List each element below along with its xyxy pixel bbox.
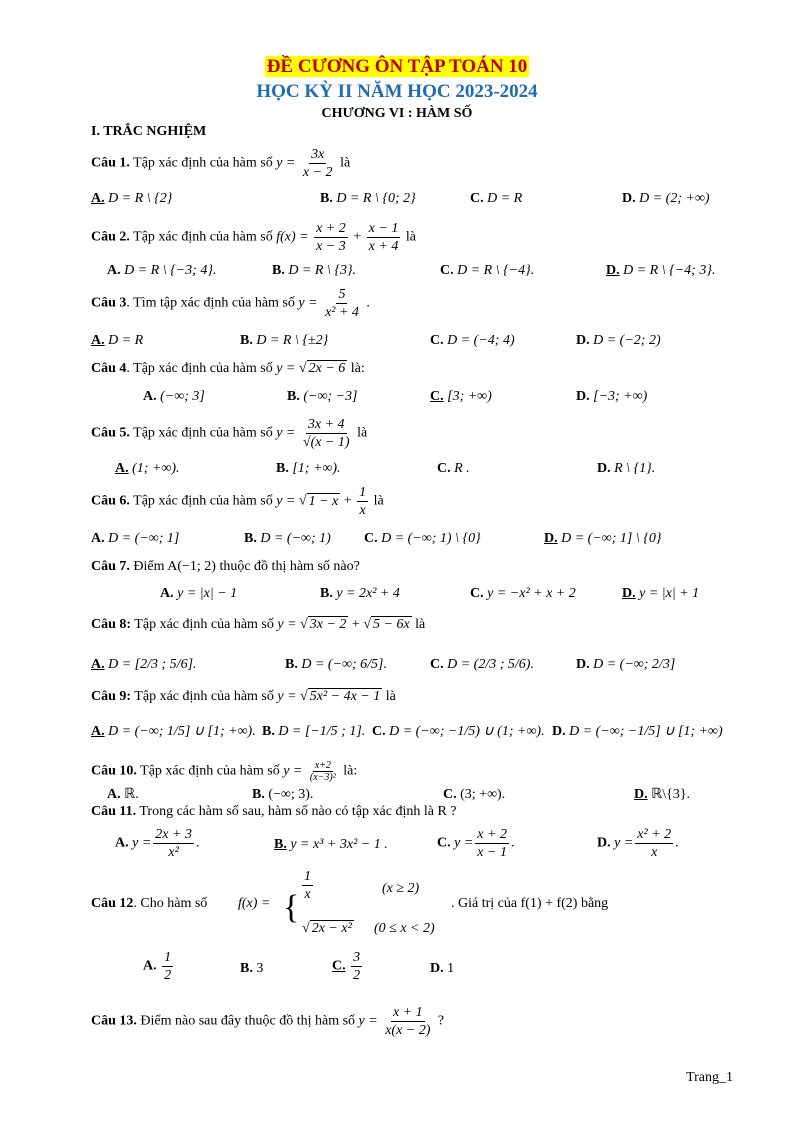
q12-tail: . Giá trị của f(1) + f(2) bằng xyxy=(451,896,609,911)
q9-option-a: A. D = (−∞; 1/5] ∪ [1; +∞). xyxy=(91,724,256,739)
question-6: Câu 6. Tập xác định của hàm số y = √ 1 − x + $\frac{1}{x}$ là xyxy=(91,485,384,518)
q3-option-d: D. D = (−2; 2) xyxy=(576,333,661,348)
q5-option-c: C. R . xyxy=(437,461,470,476)
q8-option-c: C. D = (2/3 ; 5/6). xyxy=(430,657,534,672)
q9-option-b: B. D = [−1/5 ; 1]. xyxy=(262,724,366,739)
q6-option-d: D. D = (−∞; 1] \ {0} xyxy=(544,531,662,546)
page-number: Trang_1 xyxy=(686,1070,733,1085)
q12-option-b: B. 3 xyxy=(240,961,264,976)
question-4: Câu 4. Tập xác định của hàm số y = √ 2x − 6 là: xyxy=(91,361,365,376)
q12-option-d: D. 1 xyxy=(430,961,455,976)
q12-function-lhs: f(x) = xyxy=(238,896,271,911)
question-5: Câu 5. Tập xác định của hàm số y = $\frac{3x + 4}{√(x - 1)}$ là xyxy=(91,417,368,450)
q6-option-b: B. D = (−∞; 1) xyxy=(244,531,331,546)
q2-option-c: C. D = R \ {−4}. xyxy=(440,263,535,278)
q11-option-a: A. y = $\frac{2x + 3}{\text{x²}}$ . xyxy=(115,827,200,860)
q1-option-c: C. D = R xyxy=(470,191,523,206)
q2-option-a: A. D = R \ {−3; 4}. xyxy=(107,263,217,278)
q4-option-a: A. (−∞; 3] xyxy=(143,389,205,404)
q1-option-b: B. D = R \ {0; 2} xyxy=(320,191,416,206)
q12-cond-2: (0 ≤ x < 2) xyxy=(374,921,435,936)
q12-option-a: A. $\frac{1}{2}$ xyxy=(143,950,172,983)
q5-option-b: B. [1; +∞). xyxy=(276,461,341,476)
q9-option-d: D. D = (−∞; −1/5] ∪ [1; +∞) xyxy=(552,724,723,739)
q7-option-b: B. y = 2x² + 4 xyxy=(320,586,400,601)
q9-option-c: C. D = (−∞; −1/5) ∪ (1; +∞). xyxy=(372,724,545,739)
question-9: Câu 9: Tập xác định của hàm số y = √ 5x² − 4x − 1 là xyxy=(91,689,396,704)
question-13: Câu 13. Điểm nào sau đây thuộc đồ thị hàm số y = $\frac{x + 1}{x(x - 2)}$ ? xyxy=(91,1005,445,1038)
q4-option-b: B. (−∞; −3] xyxy=(287,389,358,404)
q10-option-d: D. ℝ\{3}. xyxy=(634,787,691,802)
q10-option-b: B. (−∞; 3). xyxy=(252,787,314,802)
q3-option-b: B. D = R \ {±2} xyxy=(240,333,329,348)
q2-option-d: D. D = R \ {−4; 3}. xyxy=(606,263,716,278)
q6-option-a: A. D = (−∞; 1] xyxy=(91,531,180,546)
question-1: Câu 1. Tập xác định của hàm số y = $\frac{3x}{x - 2}$ là xyxy=(91,147,351,180)
chapter-title: CHƯƠNG VI : HÀM SỐ xyxy=(321,106,473,121)
q12-cond-1: (x ≥ 2) xyxy=(382,881,420,896)
document-subtitle: HỌC KỲ II NĂM HỌC 2023-2024 xyxy=(256,81,538,102)
q1-option-a: A. D = R \ {2} xyxy=(91,191,173,206)
question-12: Câu 12. Cho hàm số xyxy=(91,896,208,911)
q1-option-d: D. D = (2; +∞) xyxy=(622,191,710,206)
q10-option-a: A. ℝ. xyxy=(107,787,139,802)
q4-option-d: D. [−3; +∞) xyxy=(576,389,648,404)
q11-option-d: D. y = $\frac{\text{x² + 2}}{x}$ . xyxy=(597,827,679,860)
q3-option-c: C. D = (−4; 4) xyxy=(430,333,515,348)
question-10: Câu 10. Tập xác định của hàm số y = $\frac{x+2}{\text{(x−3)²}}$ là: xyxy=(91,760,358,783)
document-title: ĐỀ CƯƠNG ÔN TẬP TOÁN 10 xyxy=(266,56,528,77)
question-7: Câu 7. Điểm A(−1; 2) thuộc đồ thị hàm số nào? xyxy=(91,559,360,574)
q8-option-d: D. D = (−∞; 2/3] xyxy=(576,657,676,672)
q3-option-a: A. D = R xyxy=(91,333,144,348)
question-11: Câu 11. Trong các hàm số sau, hàm số nào có tập xác định là R ? xyxy=(91,804,457,819)
q7-option-a: A. y = |x| − 1 xyxy=(160,586,238,601)
q7-option-d: D. y = |x| + 1 xyxy=(622,586,700,601)
q5-option-a: A. (1; +∞). xyxy=(115,461,180,476)
q12-brace: { xyxy=(283,889,300,926)
q10-option-c: C. (3; +∞). xyxy=(443,787,506,802)
q5-option-d: D. R \ {1}. xyxy=(597,461,656,476)
question-2: Câu 2. Tập xác định của hàm số f(x) = $\frac{x + 2}{x - 3}$ + $\frac{x - 1}{x + 4}$ là xyxy=(91,221,416,254)
question-3: Câu 3. Tìm tập xác định của hàm số y = $\frac{5}{\text{x² + 4}}$ . xyxy=(91,287,370,320)
q11-option-c: C. y = $\frac{x + 2}{x - 1}$ . xyxy=(437,827,515,860)
section-heading: I. TRẮC NGHIỆM xyxy=(91,124,207,139)
question-8: Câu 8: Tập xác định của hàm số y = √ 3x − 2 + √ 5 − 6x là xyxy=(91,617,426,632)
q12-option-c: C. $\frac{3}{2}$ xyxy=(332,950,361,983)
q4-option-c: C. [3; +∞) xyxy=(430,389,492,404)
q8-option-b: B. D = (−∞; 6/5]. xyxy=(285,657,387,672)
q2-option-b: B. D = R \ {3}. xyxy=(272,263,357,278)
q11-option-b: B. y = x³ + 3x² − 1 . xyxy=(274,837,388,852)
q12-piece-2: √ 2x − x² xyxy=(302,921,352,936)
q12-piece-1: $\frac{1}{x}$ xyxy=(304,869,311,902)
q8-option-a: A. D = [2/3 ; 5/6]. xyxy=(91,657,197,672)
q6-option-c: C. D = (−∞; 1) \ {0} xyxy=(364,531,481,546)
q7-option-c: C. y = −x² + x + 2 xyxy=(470,586,576,601)
